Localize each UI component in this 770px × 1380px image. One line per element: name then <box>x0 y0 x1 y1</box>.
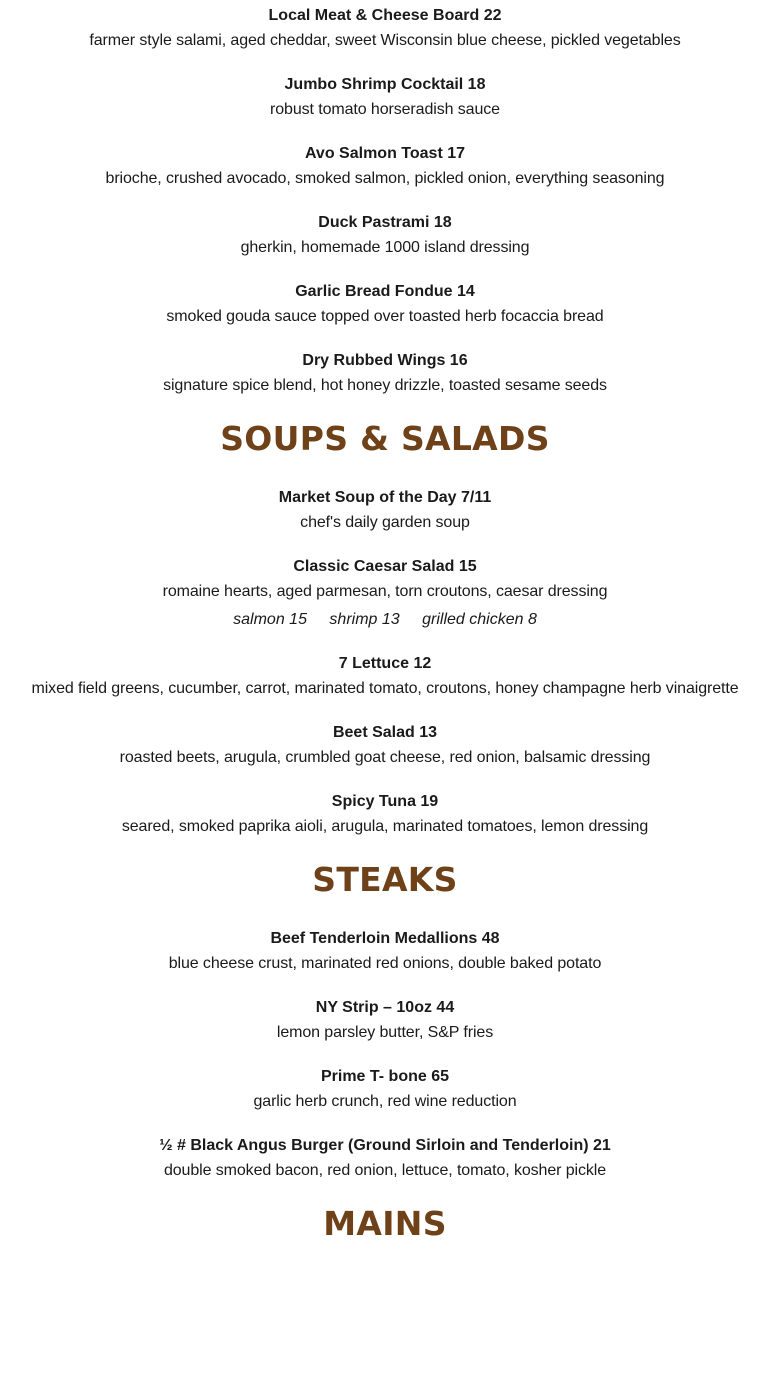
item-description: brioche, crushed avocado, smoked salmon, pickled onion, everything seasoning <box>105 170 665 187</box>
menu-item-prime-t-bone <box>0 1066 770 1116</box>
item-name: NY Strip – 10oz 44 <box>315 999 455 1016</box>
item-description: seared, smoked paprika aioli, arugula, marinated tomatoes, lemon dressing <box>121 818 649 835</box>
item-name: Jumbo Shrimp Cocktail 18 <box>284 76 486 93</box>
item-name: Beet Salad 13 <box>332 724 438 741</box>
section-title-steaks: STEAKS <box>312 860 458 899</box>
item-description: blue cheese crust, marinated red onions, double baked potato <box>168 955 602 972</box>
item-name: Spicy Tuna 19 <box>331 793 439 810</box>
item-name: Local Meat & Cheese Board 22 <box>268 7 502 24</box>
item-description: robust tomato horseradish sauce <box>270 101 500 118</box>
item-name: Prime T- bone 65 <box>320 1068 450 1085</box>
menu-item-spicy-tuna <box>0 791 770 841</box>
menu-item-avo-salmon-toast <box>0 143 770 193</box>
addon-grilled-chicken: grilled chicken 8 <box>422 611 537 628</box>
menu-item-caesar-salad <box>0 556 770 634</box>
menu-item-beef-tenderloin <box>0 928 770 978</box>
item-name: 7 Lettuce 12 <box>338 655 432 672</box>
item-description: chef's daily garden soup <box>300 514 470 531</box>
section-title-mains: MAINS <box>323 1204 447 1243</box>
section-title-soups-salads: SOUPS & SALADS <box>220 419 550 458</box>
item-name: Duck Pastrami 18 <box>318 214 452 231</box>
menu-item-dry-rubbed-wings <box>0 350 770 400</box>
item-description: mixed field greens, cucumber, carrot, marinated tomato, croutons, honey champagne herb vinaigrette <box>31 680 739 697</box>
item-addons <box>0 606 770 634</box>
item-description: signature spice blend, hot honey drizzle, toasted sesame seeds <box>163 377 607 394</box>
item-description: garlic herb crunch, red wine reduction <box>253 1093 517 1110</box>
item-name: Market Soup of the Day 7/11 <box>278 489 492 506</box>
item-name: Beef Tenderloin Medallions 48 <box>270 930 500 947</box>
menu-item-angus-burger <box>0 1135 770 1185</box>
item-description: double smoked bacon, red onion, lettuce, tomato, kosher pickle <box>163 1162 607 1179</box>
item-name: Classic Caesar Salad 15 <box>293 558 477 575</box>
menu-item-garlic-bread-fondue <box>0 281 770 331</box>
menu-item-ny-strip <box>0 997 770 1047</box>
item-name: Avo Salmon Toast 17 <box>304 145 466 162</box>
menu-item-beet-salad <box>0 722 770 772</box>
menu-item-7-lettuce <box>0 653 770 703</box>
item-name: ½ # Black Angus Burger (Ground Sirloin and Tenderloin) 21 <box>159 1137 611 1154</box>
item-description: smoked gouda sauce topped over toasted herb focaccia bread <box>166 308 604 325</box>
menu-item-market-soup <box>0 487 770 537</box>
item-name: Garlic Bread Fondue 14 <box>295 283 475 300</box>
item-name: Dry Rubbed Wings 16 <box>302 352 468 369</box>
menu-item-meat-cheese-board <box>0 5 770 55</box>
addon-shrimp: shrimp 13 <box>329 611 400 628</box>
item-description: roasted beets, arugula, crumbled goat cheese, red onion, balsamic dressing <box>119 749 651 766</box>
menu-item-shrimp-cocktail <box>0 74 770 124</box>
menu-item-duck-pastrami <box>0 212 770 262</box>
item-description: lemon parsley butter, S&P fries <box>276 1024 494 1041</box>
addon-salmon: salmon 15 <box>233 611 307 628</box>
item-description: farmer style salami, aged cheddar, sweet Wisconsin blue cheese, pickled vegetables <box>89 32 681 49</box>
item-description: romaine hearts, aged parmesan, torn croutons, caesar dressing <box>162 583 608 600</box>
item-description: gherkin, homemade 1000 island dressing <box>240 239 530 256</box>
